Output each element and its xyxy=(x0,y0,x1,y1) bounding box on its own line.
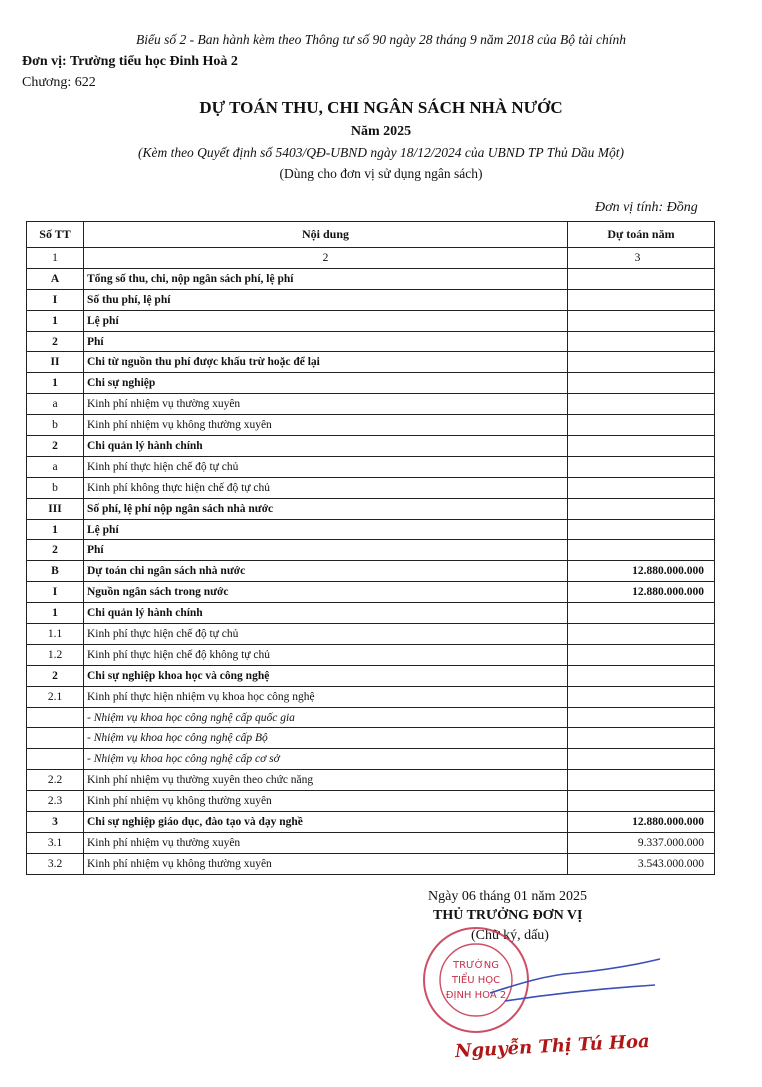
row-content: Phí xyxy=(84,540,568,561)
stamp-line: ĐỊNH HOÀ 2 xyxy=(445,990,507,1001)
row-content: Kinh phí thực hiện chế độ tự chủ xyxy=(84,456,568,477)
row-content: Số phí, lệ phí nộp ngân sách nhà nước xyxy=(84,498,568,519)
row-stt: b xyxy=(27,415,84,436)
table-row xyxy=(27,728,715,749)
row-content: Kinh phí nhiệm vụ không thường xuyên xyxy=(84,791,568,812)
table-row xyxy=(27,331,715,352)
row-content: Chi sự nghiệp khoa học và công nghệ xyxy=(84,665,568,686)
table-row xyxy=(27,791,715,812)
stamp-line: TIỂU HỌC xyxy=(451,975,501,986)
decision-note: (Kèm theo Quyết định số 5403/QĐ-UBND ngày 18/12/2024 của UBND TP Thủ Dầu Một) xyxy=(137,145,625,160)
page-title: DỰ TOÁN THU, CHI NGÂN SÁCH NHÀ NƯỚC xyxy=(199,98,563,117)
chapter-label: Chương: 622 xyxy=(22,75,96,90)
row-content: Chi quản lý hành chính xyxy=(84,603,568,624)
table-row xyxy=(27,582,715,603)
row-content: Nguồn ngân sách trong nước xyxy=(84,582,568,603)
table-row xyxy=(27,477,715,498)
table-row xyxy=(27,603,715,624)
row-amount xyxy=(568,791,715,812)
row-content: Kinh phí nhiệm vụ thường xuyên xyxy=(84,394,568,415)
row-content: Tổng số thu, chi, nộp ngân sách phí, lệ phí xyxy=(84,268,568,289)
row-stt: 1 xyxy=(27,310,84,331)
row-stt: 3.2 xyxy=(27,853,84,874)
form-note: Biểu số 2 - Ban hành kèm theo Thông tư số 90 ngày 28 tháng 9 năm 2018 của Bộ tài chính xyxy=(136,32,626,47)
row-amount: 3.543.000.000 xyxy=(568,853,715,874)
row-content: Kinh phí nhiệm vụ không thường xuyên xyxy=(84,853,568,874)
row-amount xyxy=(568,268,715,289)
row-amount xyxy=(568,728,715,749)
row-content: - Nhiệm vụ khoa học công nghệ cấp Bộ xyxy=(84,728,568,749)
row-content: Lệ phí xyxy=(84,310,568,331)
row-amount: 12.880.000.000 xyxy=(568,582,715,603)
row-content: Dự toán chi ngân sách nhà nước xyxy=(84,561,568,582)
table-row xyxy=(27,373,715,394)
currency-unit: Đơn vị tính: Đồng xyxy=(595,200,698,215)
signature-stroke xyxy=(485,955,665,1015)
table-row xyxy=(27,624,715,645)
row-content: Chi sự nghiệp giáo dục, đào tạo và dạy nghề xyxy=(84,812,568,833)
row-amount xyxy=(568,644,715,665)
row-content: Chi sự nghiệp xyxy=(84,373,568,394)
row-stt xyxy=(27,749,84,770)
row-amount: 9.337.000.000 xyxy=(568,832,715,853)
row-stt: 3.1 xyxy=(27,832,84,853)
row-content: Kinh phí nhiệm vụ thường xuyên theo chức năng xyxy=(84,770,568,791)
row-amount xyxy=(568,498,715,519)
table-row xyxy=(27,436,715,457)
row-stt: II xyxy=(27,352,84,373)
signer-title: THỦ TRƯỞNG ĐƠN VỊ xyxy=(433,908,583,923)
row-stt: A xyxy=(27,268,84,289)
table-row xyxy=(27,498,715,519)
row-content: Kinh phí thực hiện chế độ không tự chủ xyxy=(84,644,568,665)
row-stt: 2.2 xyxy=(27,770,84,791)
row-amount xyxy=(568,331,715,352)
table-row xyxy=(27,707,715,728)
row-stt: 2.1 xyxy=(27,686,84,707)
row-amount xyxy=(568,770,715,791)
row-content: - Nhiệm vụ khoa học công nghệ cấp quốc gia xyxy=(84,707,568,728)
row-amount xyxy=(568,749,715,770)
row-amount xyxy=(568,373,715,394)
row-content: Kinh phí thực hiện nhiệm vụ khoa học công nghệ xyxy=(84,686,568,707)
row-amount xyxy=(568,519,715,540)
row-stt: III xyxy=(27,498,84,519)
header-amount: Dự toán năm xyxy=(568,222,715,248)
row-stt: 1.1 xyxy=(27,624,84,645)
table-row xyxy=(27,561,715,582)
year-label: Năm 2025 xyxy=(350,124,412,139)
row-stt: a xyxy=(27,394,84,415)
table-row xyxy=(27,352,715,373)
row-stt: I xyxy=(27,582,84,603)
table-row xyxy=(27,665,715,686)
row-amount xyxy=(568,289,715,310)
table-row xyxy=(27,770,715,791)
table-row xyxy=(27,749,715,770)
table-row xyxy=(27,644,715,665)
row-stt: 1 xyxy=(27,373,84,394)
row-amount xyxy=(568,624,715,645)
row-amount xyxy=(568,352,715,373)
sign-note: (Chữ ký, dấu) xyxy=(471,928,549,943)
row-amount xyxy=(568,436,715,457)
row-stt: 1 xyxy=(27,519,84,540)
row-stt: b xyxy=(27,477,84,498)
row-amount xyxy=(568,603,715,624)
signature-name: Nguyễn Thị Tú Hoa xyxy=(454,1030,651,1063)
row-stt: 1 xyxy=(27,603,84,624)
row-stt: 2 xyxy=(27,540,84,561)
column-number: 3 xyxy=(568,248,715,269)
row-amount xyxy=(568,310,715,331)
row-content: Chi từ nguồn thu phí được khấu trừ hoặc để lại xyxy=(84,352,568,373)
table-row xyxy=(27,415,715,436)
table-row xyxy=(27,853,715,874)
table-row xyxy=(27,289,715,310)
row-content: Lệ phí xyxy=(84,519,568,540)
row-stt: 2 xyxy=(27,665,84,686)
row-amount xyxy=(568,456,715,477)
header-content: Nội dung xyxy=(84,222,568,248)
budget-table xyxy=(26,221,715,875)
row-stt: 1.2 xyxy=(27,644,84,665)
row-content: Số thu phí, lệ phí xyxy=(84,289,568,310)
usage-note: (Dùng cho đơn vị sử dụng ngân sách) xyxy=(279,166,483,181)
row-amount xyxy=(568,415,715,436)
row-content: Chi quản lý hành chính xyxy=(84,436,568,457)
table-row xyxy=(27,812,715,833)
row-amount xyxy=(568,394,715,415)
row-amount xyxy=(568,477,715,498)
row-amount: 12.880.000.000 xyxy=(568,561,715,582)
table-row xyxy=(27,686,715,707)
row-stt: 2.3 xyxy=(27,791,84,812)
row-content: - Nhiệm vụ khoa học công nghệ cấp cơ sở xyxy=(84,749,568,770)
row-content: Kinh phí thực hiện chế độ tự chủ xyxy=(84,624,568,645)
row-content: Kinh phí nhiệm vụ không thường xuyên xyxy=(84,415,568,436)
column-number-row xyxy=(27,248,715,269)
row-amount xyxy=(568,665,715,686)
stamp-line: TRƯỜNG xyxy=(453,960,499,971)
table-row xyxy=(27,268,715,289)
column-number: 1 xyxy=(27,248,84,269)
row-amount: 12.880.000.000 xyxy=(568,812,715,833)
table-row xyxy=(27,519,715,540)
table-row xyxy=(27,456,715,477)
row-stt xyxy=(27,707,84,728)
sign-date: Ngày 06 tháng 01 năm 2025 xyxy=(428,889,588,904)
header-stt: Số TT xyxy=(27,222,84,248)
row-content: Phí xyxy=(84,331,568,352)
table-row xyxy=(27,394,715,415)
row-stt xyxy=(27,728,84,749)
row-amount xyxy=(568,707,715,728)
table-row xyxy=(27,540,715,561)
row-stt: 2 xyxy=(27,331,84,352)
table-header-row xyxy=(27,222,715,248)
row-stt: I xyxy=(27,289,84,310)
row-content: Kinh phí không thực hiện chế độ tự chủ xyxy=(84,477,568,498)
row-stt: 2 xyxy=(27,436,84,457)
row-stt: a xyxy=(27,456,84,477)
row-amount xyxy=(568,540,715,561)
column-number: 2 xyxy=(84,248,568,269)
table-row xyxy=(27,310,715,331)
table-row xyxy=(27,832,715,853)
row-stt: B xyxy=(27,561,84,582)
row-stt: 3 xyxy=(27,812,84,833)
row-content: Kinh phí nhiệm vụ thường xuyên xyxy=(84,832,568,853)
unit-label: Đơn vị: Trường tiểu học Đinh Hoà 2 xyxy=(22,54,238,69)
row-amount xyxy=(568,686,715,707)
